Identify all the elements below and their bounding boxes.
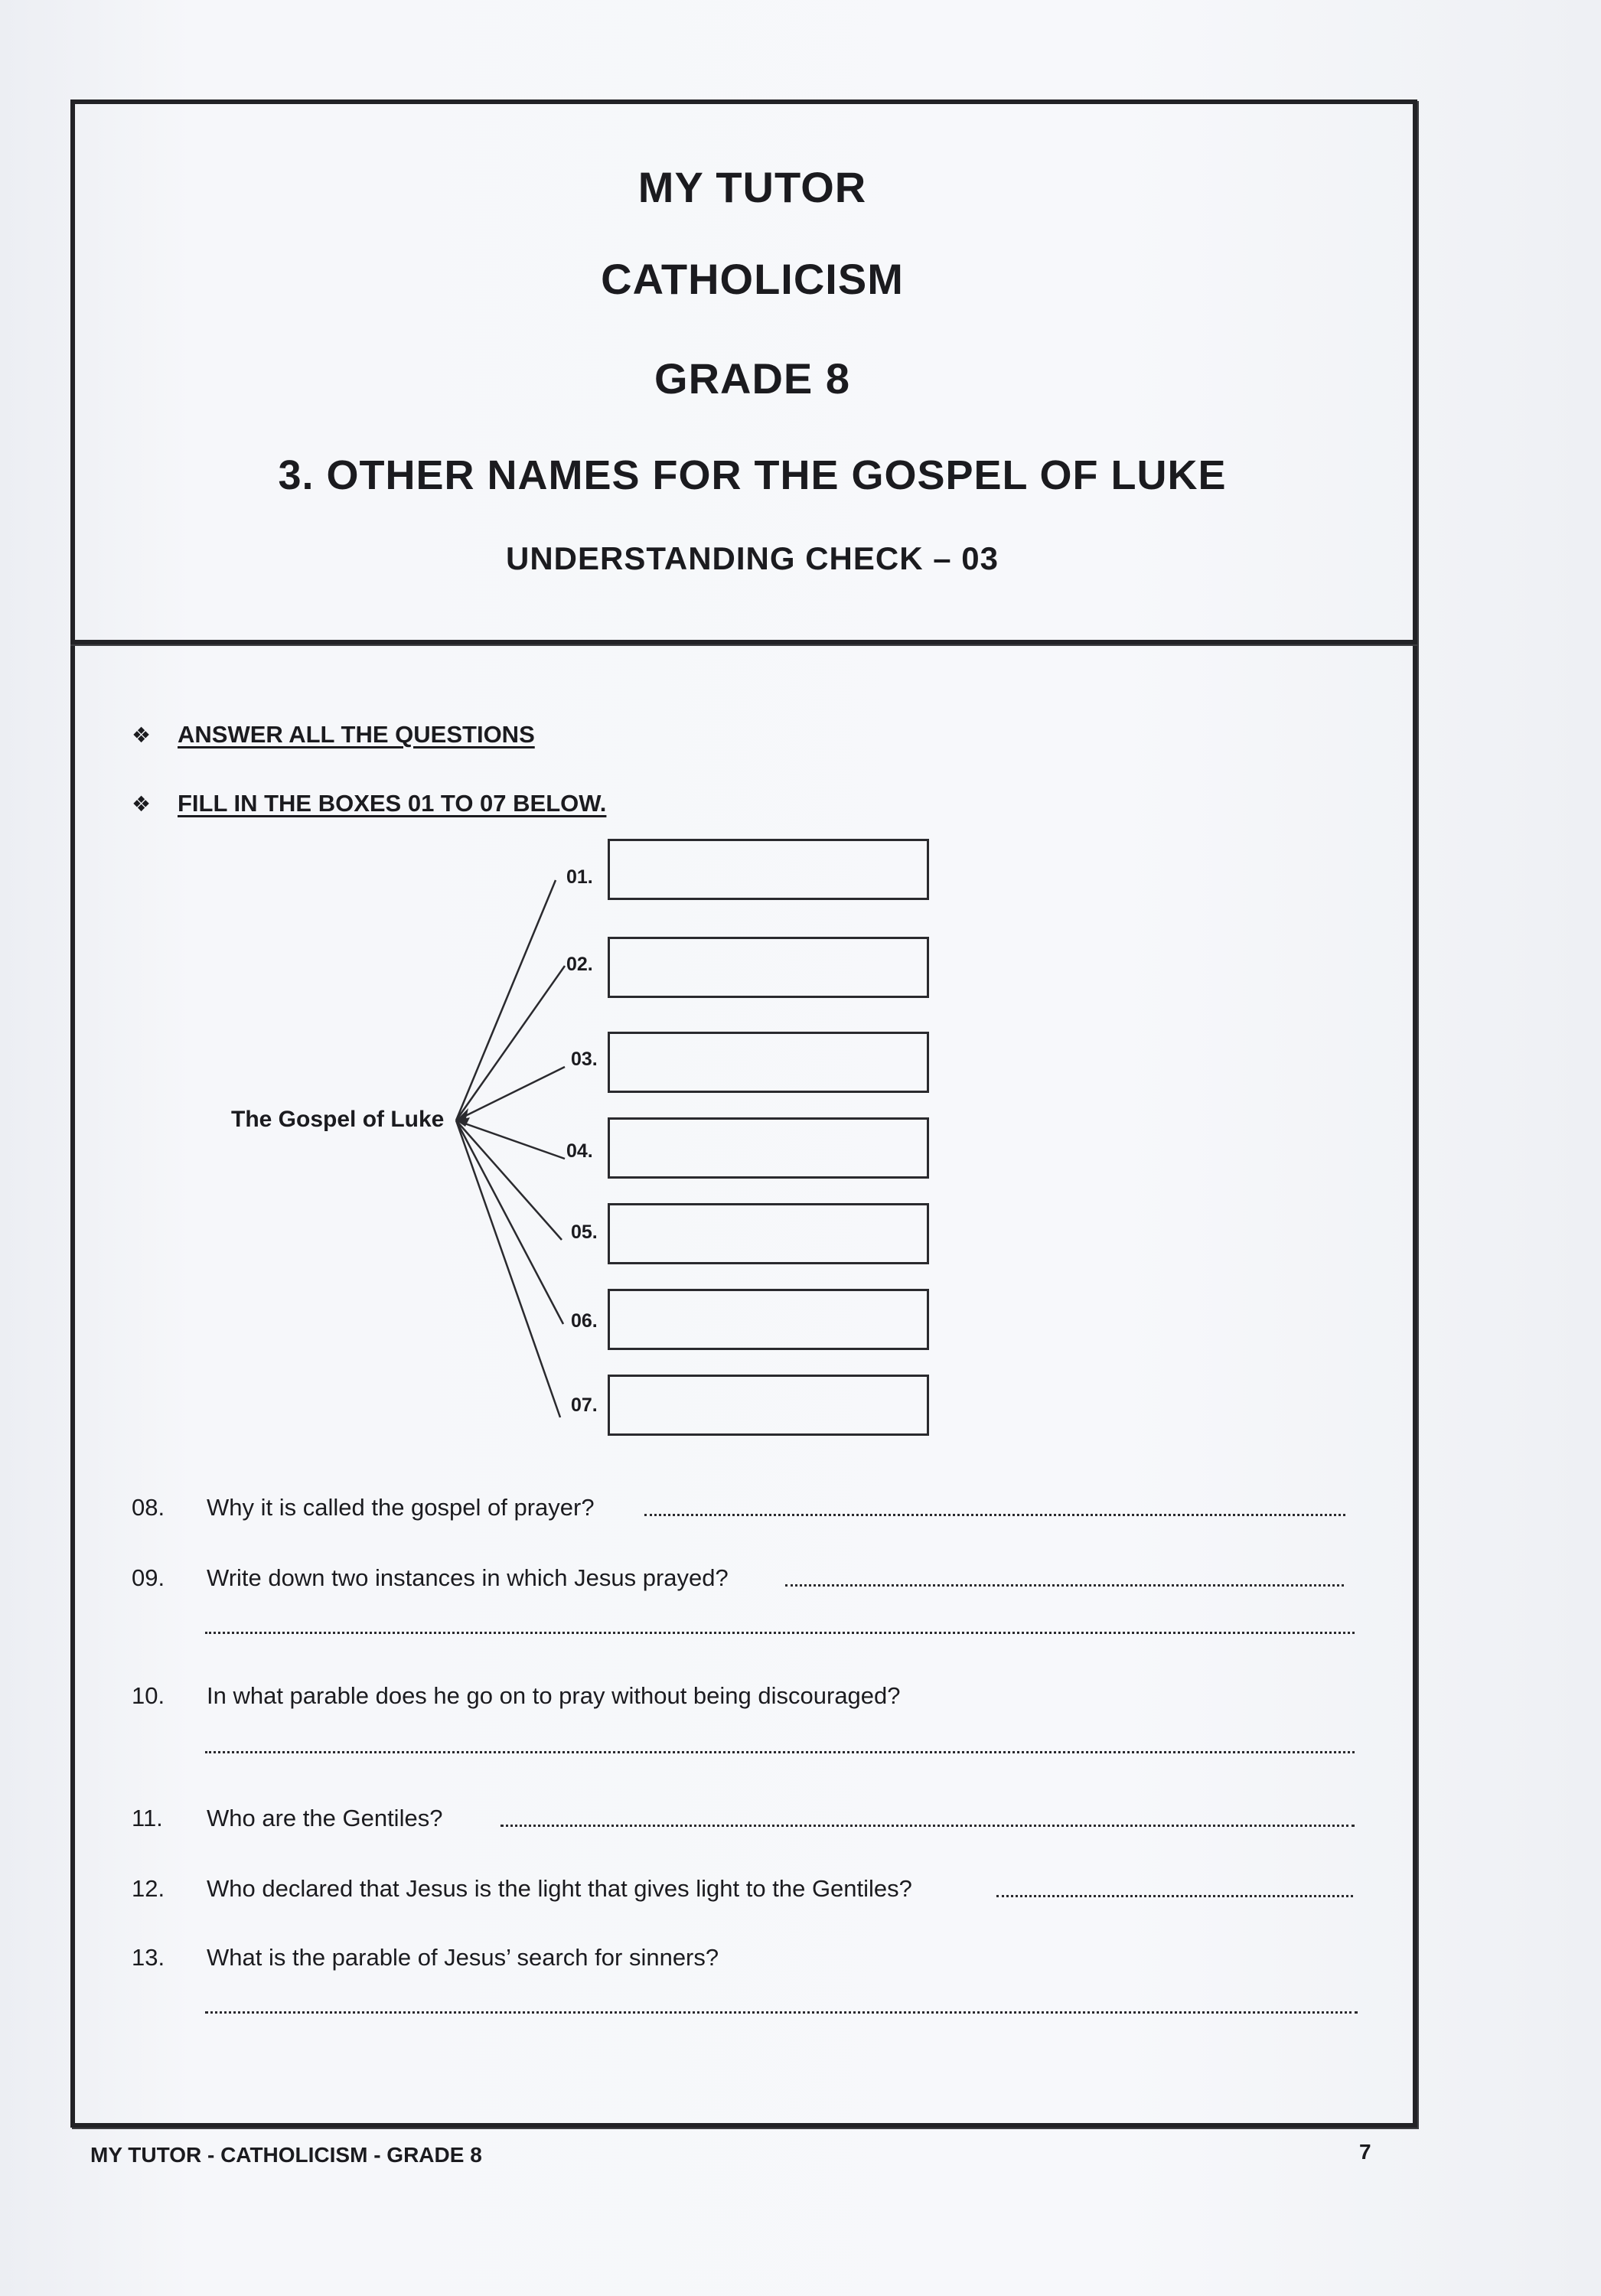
- box-label-04: 04.: [566, 1140, 593, 1162]
- box-label-07: 07.: [571, 1394, 598, 1416]
- header-subject: CATHOLICISM: [601, 255, 904, 303]
- box-label-05: 05.: [571, 1221, 598, 1243]
- question-number: 10.: [132, 1682, 165, 1709]
- answer-box-02[interactable]: [608, 937, 929, 998]
- header-title: MY TUTOR: [637, 163, 867, 211]
- answer-line-12[interactable]: [996, 1895, 1353, 1897]
- answer-box-07[interactable]: [608, 1375, 929, 1436]
- question-text: Write down two instances in which Jesus prayed?: [207, 1564, 729, 1591]
- question-number: 11.: [132, 1805, 163, 1831]
- question-text: Who are the Gentiles?: [207, 1805, 443, 1831]
- instruction-text: ANSWER ALL THE QUESTIONS: [178, 721, 535, 748]
- question-text: What is the parable of Jesus’ search for sinners?: [207, 1944, 719, 1971]
- question-number: 12.: [132, 1875, 165, 1902]
- answer-line-09a[interactable]: [785, 1584, 1344, 1587]
- answer-box-01[interactable]: [608, 839, 929, 900]
- answer-line-11[interactable]: [501, 1825, 1355, 1827]
- answer-box-04[interactable]: [608, 1117, 929, 1179]
- question-text: In what parable does he go on to pray without being discouraged?: [207, 1682, 901, 1709]
- footer-title: MY TUTOR - CATHOLICISM - GRADE 8: [90, 2143, 482, 2167]
- instruction-fill-boxes: [132, 790, 606, 817]
- bullet-icon: ❖: [132, 791, 152, 816]
- answer-box-06[interactable]: [608, 1289, 929, 1350]
- answer-line-09b[interactable]: [205, 1632, 1355, 1634]
- instruction-text: FILL IN THE BOXES 01 TO 07 BELOW.: [178, 790, 607, 817]
- box-label-01: 01.: [566, 866, 593, 888]
- question-text: Why it is called the gospel of prayer?: [207, 1494, 595, 1521]
- header-grade: GRADE 8: [654, 354, 850, 403]
- box-label-02: 02.: [566, 954, 593, 975]
- question-number: 08.: [132, 1494, 165, 1521]
- diagram-hub-label: The Gospel of Luke: [231, 1107, 445, 1132]
- check-title: UNDERSTANDING CHECK – 03: [506, 540, 999, 576]
- box-label-06: 06.: [571, 1310, 598, 1332]
- answer-box-03[interactable]: [608, 1032, 929, 1093]
- answer-box-05[interactable]: [608, 1203, 929, 1264]
- header-divider: [70, 640, 1417, 644]
- answer-line-13[interactable]: [205, 2011, 1358, 2014]
- question-number: 09.: [132, 1564, 165, 1591]
- bullet-icon: ❖: [132, 722, 152, 747]
- question-text: Who declared that Jesus is the light that gives light to the Gentiles?: [207, 1875, 912, 1902]
- page-number: 7: [1359, 2140, 1371, 2164]
- answer-line-08[interactable]: [644, 1514, 1345, 1516]
- lesson-title: 3. OTHER NAMES FOR THE GOSPEL OF LUKE: [278, 452, 1227, 498]
- instruction-answer-all: [132, 721, 535, 748]
- question-number: 13.: [132, 1944, 165, 1971]
- answer-line-10[interactable]: [205, 1751, 1355, 1753]
- box-label-03: 03.: [571, 1049, 598, 1070]
